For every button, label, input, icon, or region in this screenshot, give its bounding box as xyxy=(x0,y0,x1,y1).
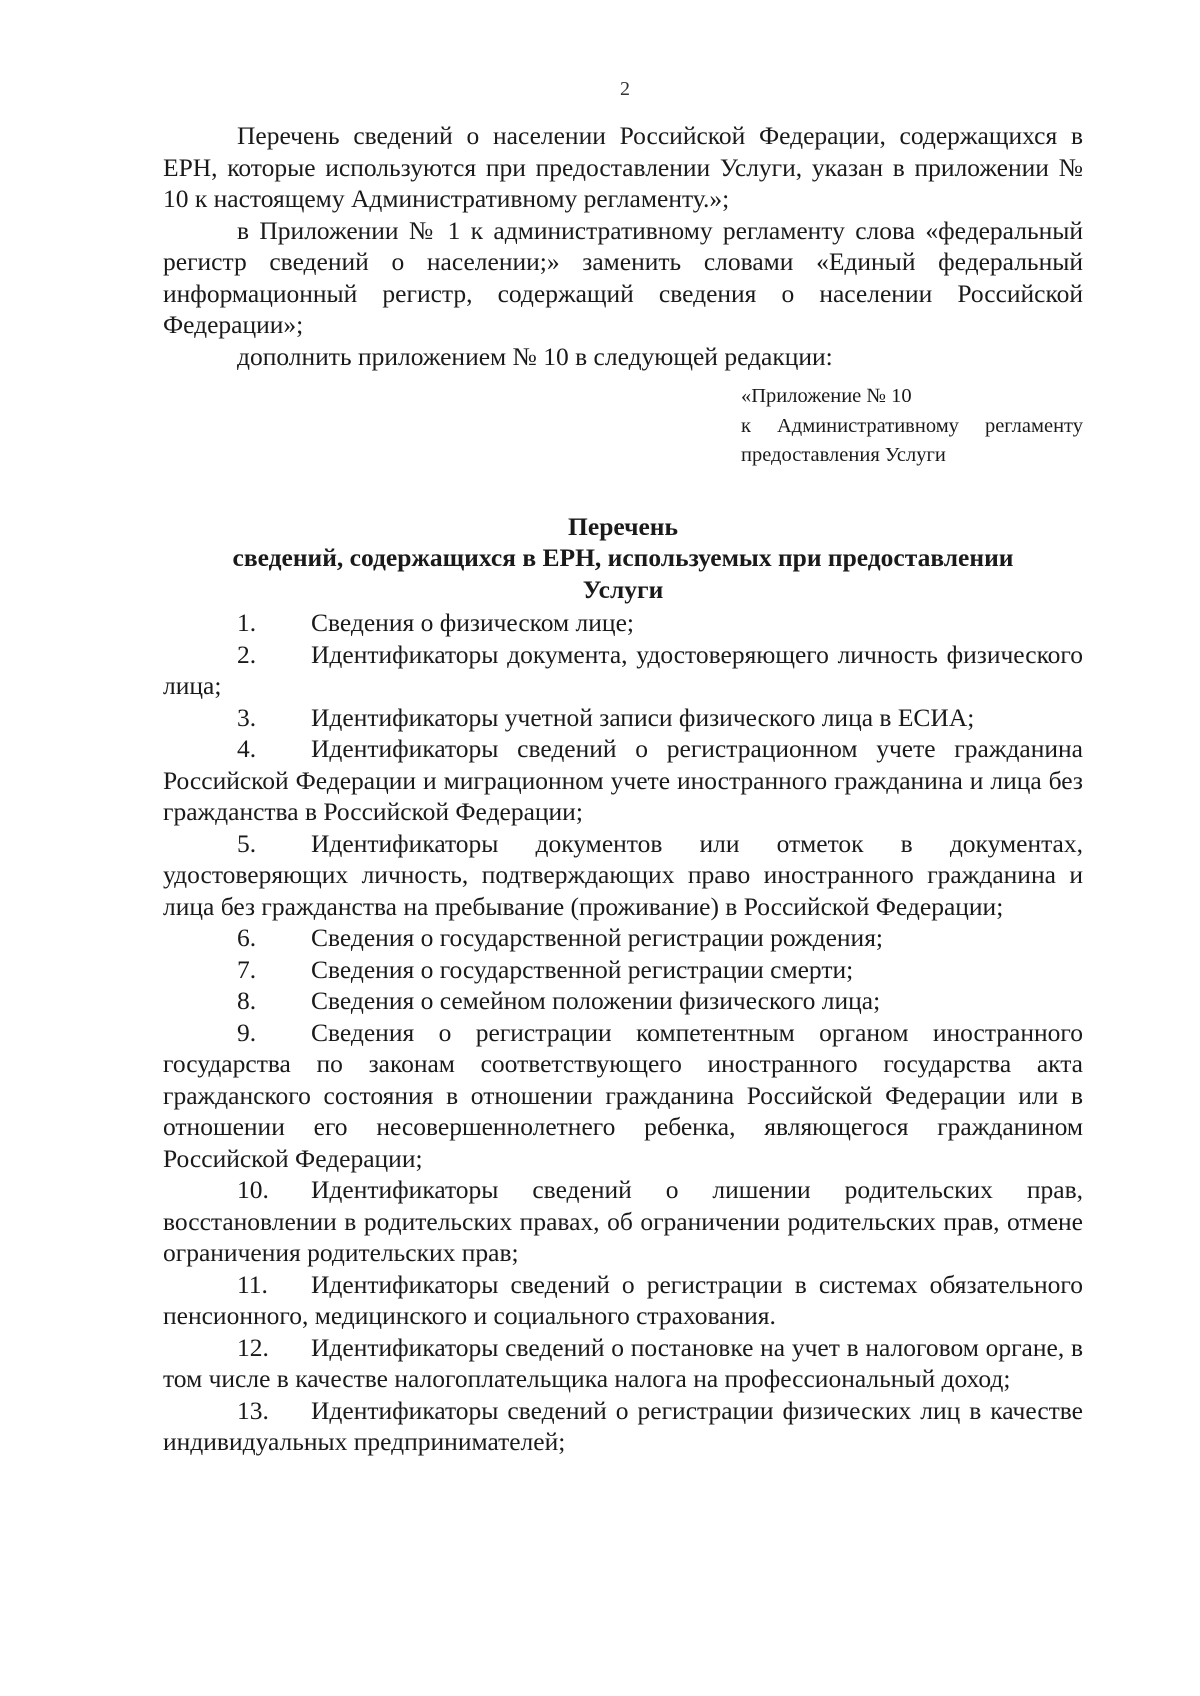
list-item-text: Сведения о государственной регистрации рождения; xyxy=(311,923,884,952)
list-item-number: 1. xyxy=(237,608,257,637)
appendix-caption-line-2: к Административному регламенту предоставления Услуги xyxy=(741,414,1083,466)
list-item-text: Идентификаторы документа, удостоверяющего личность физического лица; xyxy=(163,639,1083,700)
appendix-caption xyxy=(741,382,1083,471)
heading-line-2: сведений, содержащихся в ЕРН, используемых при предоставлении xyxy=(232,543,1014,572)
list-item-text: Сведения о физическом лице; xyxy=(311,608,634,637)
list-item xyxy=(163,1017,1083,1175)
list-item xyxy=(163,607,1083,639)
list-item-text: Идентификаторы сведений о регистрационном учете гражданина Российской Федерации и миграционном учете иностранного гражданина и лица без гражданства в Российской Федерации; xyxy=(163,734,1083,826)
list-item xyxy=(163,954,1083,986)
list-item xyxy=(163,733,1083,828)
list-item xyxy=(163,828,1083,923)
list-item xyxy=(163,1174,1083,1269)
list-item-text: Идентификаторы сведений о постановке на учет в налоговом органе, в том числе в качестве налогоплательщика налога на профессиональный доход; xyxy=(163,1332,1083,1393)
heading-line-3: Услуги xyxy=(582,574,664,604)
list-item-number: 4. xyxy=(237,734,257,763)
list-item xyxy=(163,922,1083,954)
list-item xyxy=(163,702,1083,734)
list-item xyxy=(163,985,1083,1017)
list-item-text: Сведения о государственной регистрации смерти; xyxy=(311,954,854,984)
appendix-caption-line-1: «Приложение № 10 xyxy=(741,385,912,407)
list-item xyxy=(163,639,1083,702)
list-item-number: 8. xyxy=(237,986,257,1015)
list-item-number: 11. xyxy=(237,1269,268,1299)
list-heading xyxy=(163,511,1083,606)
list-item-number: 10. xyxy=(237,1175,269,1204)
list-item-number: 7. xyxy=(237,954,257,984)
list-item-text: Идентификаторы документов или отметок в документах, удостоверяющих личность, подтверждающих право иностранного гражданина и лица без гражданства на пребывание (проживание) в Российской Федерации; xyxy=(163,828,1083,921)
list-item-text: Идентификаторы сведений о регистрации физических лиц в качестве индивидуальных предпринимателей; xyxy=(163,1395,1083,1456)
information-list xyxy=(163,607,1083,1458)
list-item-number: 5. xyxy=(237,828,257,858)
list-item-number: 3. xyxy=(237,702,257,732)
paragraph-add-appendix-10: дополнить приложением № 10 в следующей редакции: xyxy=(237,341,833,371)
list-item-number: 2. xyxy=(237,639,257,669)
list-item xyxy=(163,1269,1083,1332)
list-item-text: Идентификаторы учетной записи физического лица в ЕСИА; xyxy=(311,702,975,732)
list-item-text: Идентификаторы сведений о регистрации в системах обязательного пенсионного, медицинского и социального страхования. xyxy=(163,1269,1083,1330)
list-item-number: 6. xyxy=(237,923,257,952)
list-item-number: 12. xyxy=(237,1332,269,1362)
list-item-number: 9. xyxy=(237,1017,257,1047)
paragraph-list-reference: Перечень сведений о населении Российской Федерации, содержащихся в ЕРН, которые используются при предоставлении Услуги, указан в приложении № 10 к настоящему Административному регламенту.»; xyxy=(163,121,1083,213)
document-body xyxy=(163,120,1083,1458)
page-number: 2 xyxy=(620,78,630,100)
paragraph-appendix-1-amendment: в Приложении № 1 к административному регламенту слова «федеральный регистр сведений о населении;» заменить словами «Единый федеральный информационный регистр, содержащий сведения о населении Российской Федерации»; xyxy=(163,215,1083,339)
list-item-text: Идентификаторы сведений о лишении родительских прав, восстановлении в родительских правах, об ограничении родительских прав, отмене ограничения родительских прав; xyxy=(163,1175,1083,1267)
list-item xyxy=(163,1332,1083,1395)
list-item-number: 13. xyxy=(237,1395,269,1425)
list-item xyxy=(163,1395,1083,1458)
list-item-text: Сведения о семейном положении физического лица; xyxy=(311,986,881,1015)
list-item-text: Сведения о регистрации компетентным органом иностранного государства по законам соответствующего иностранного государства акта гражданского состояния в отношении гражданина Российской Федерации или в отношении его несовершеннолетнего ребенка, являющегося гражданином Российской Федерации; xyxy=(163,1017,1083,1173)
heading-line-1: Перечень xyxy=(568,511,678,541)
